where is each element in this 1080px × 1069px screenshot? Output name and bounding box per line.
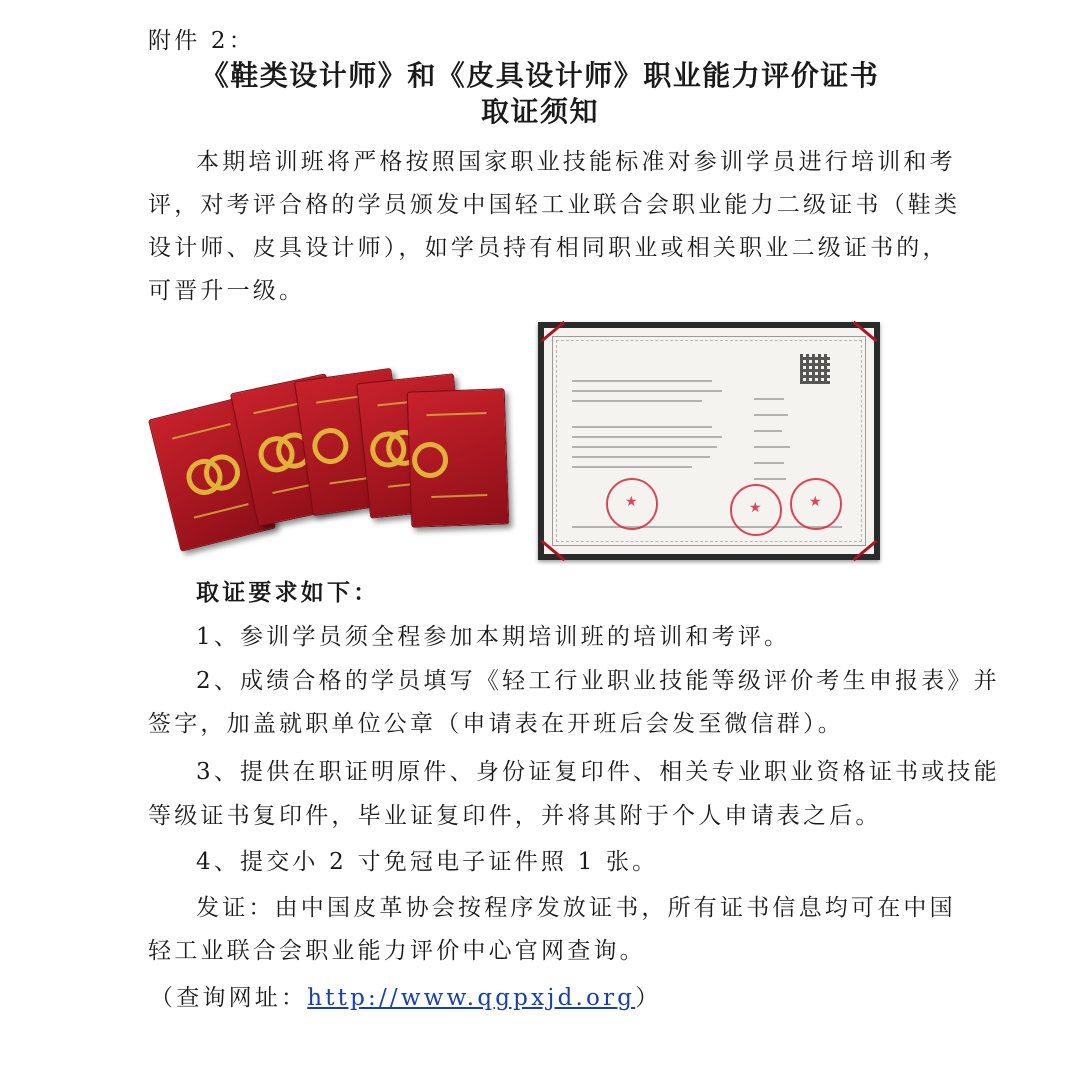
query-line	[150, 983, 661, 1013]
red-seal-icon: ★	[606, 478, 658, 530]
requirement-item-2-line2: 签字，加盖就职单位公章（申请表在开班后会发至微信群）。	[148, 711, 844, 737]
document-title-line1: 《鞋类设计师》和《皮具设计师》职业能力评价证书	[200, 59, 880, 92]
qr-code-icon	[800, 354, 830, 384]
intro-paragraph-line4: 可晋升一级。	[148, 278, 306, 304]
query-url-link[interactable]: http://www.qgpxjd.org	[307, 985, 636, 1011]
requirements-heading: 取证要求如下：	[196, 579, 380, 606]
requirement-item-3-line1: 3、提供在职证明原件、身份证复印件、相关专业职业资格证书或技能	[196, 759, 1000, 785]
requirement-item-4: 4、提交小 2 寸免冠电子证件照 1 张。	[196, 849, 659, 875]
requirement-item-1: 1、参训学员须全程参加本期培训班的培训和考评。	[196, 624, 791, 650]
attachment-label: 附件 2：	[148, 28, 255, 54]
document-title-line2: 取证须知	[480, 95, 599, 128]
intro-paragraph-line1: 本期培训班将严格按照国家职业技能标准对参训学员进行培训和考	[196, 149, 956, 175]
issuance-line2: 轻工业联合会职业能力评价中心官网查询。	[148, 938, 646, 964]
intro-paragraph-line3: 设计师、皮具设计师），如学员持有相同职业或相关职业二级证书的，	[148, 235, 949, 261]
query-prefix: （查询网址：	[150, 985, 308, 1011]
certificate-sample-image	[538, 322, 880, 560]
requirement-item-3-line2: 等级证书复印件，毕业证复印件，并将其附于个人申请表之后。	[148, 803, 882, 829]
booklet	[407, 388, 510, 527]
query-suffix: ）	[635, 985, 662, 1011]
issuance-line1: 发证：由中国皮革协会按程序发放证书，所有证书信息均可在中国	[196, 895, 956, 921]
intro-paragraph-line2: 评，对考评合格的学员颁发中国轻工业联合会职业能力二级证书（鞋类	[148, 192, 961, 218]
red-seal-icon: ★	[790, 478, 842, 530]
requirement-item-2-line1: 2、成绩合格的学员填写《轻工行业职业技能等级评价考生申报表》并	[196, 668, 1000, 694]
red-seal-icon: ★	[730, 484, 782, 536]
red-certificate-booklets-image	[163, 360, 503, 545]
